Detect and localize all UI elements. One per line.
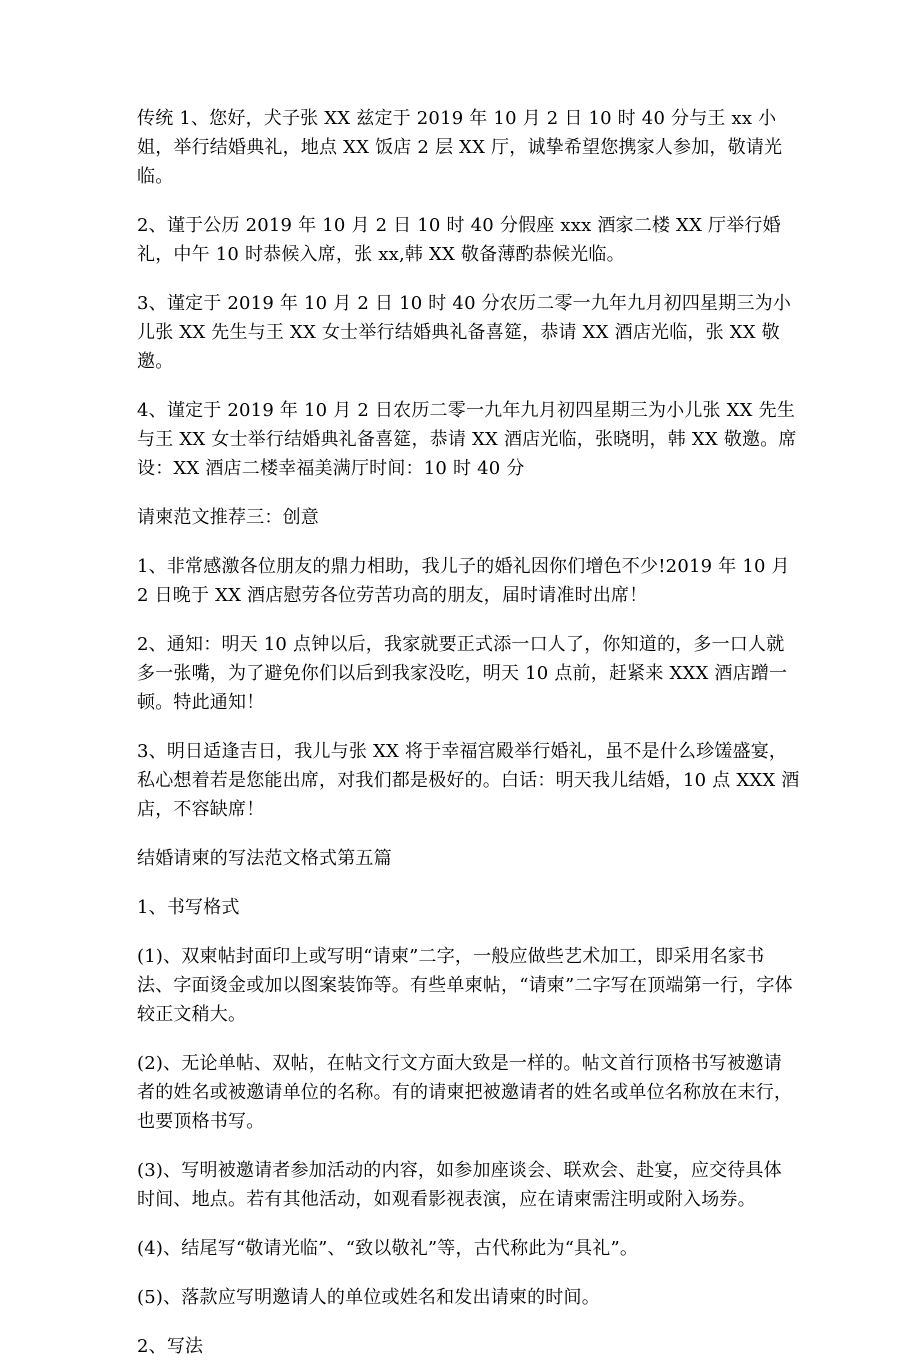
section-heading-fifth: 结婚请柬的写法范文格式第五篇 xyxy=(137,848,392,869)
paragraph-traditional-4: 4、谨定于 2019 年 10 月 2 日农历二零一九年九月初四星期三为小儿张 XX 先生与王 XX 女士举行结婚典礼备喜筵，恭请 XX 酒店光临，张晓明，韩 XX 敬邀。席设：XX 酒店二楼幸福美满厅时间：10 时 40 分 xyxy=(137,400,797,479)
paragraph-traditional-2: 2、谨于公历 2019 年 10 月 2 日 10 时 40 分假座 xxx 酒家二楼 XX 厅举行婚礼，中午 10 时恭候入席，张 xx,韩 XX 敬备薄酌恭候光临。 xyxy=(137,215,781,265)
paragraph-format-2: (2)、无论单帖、双帖，在帖文行文方面大致是一样的。帖文首行顶格书写被邀请者的姓名或被邀请单位的名称。有的请柬把被邀请者的姓名或单位名称放在末行，也要顶格书写。 xyxy=(137,1053,793,1132)
paragraph-creative-1: 1、非常感激各位朋友的鼎力相助，我儿子的婚礼因你们增色不少!2019 年 10 月 2 日晚于 XX 酒店慰劳各位劳苦功高的朋友，届时请准时出席！ xyxy=(137,556,790,606)
paragraph-traditional-1: 传统 1、您好，犬子张 XX 兹定于 2019 年 10 月 2 日 10 时 40 分与王 xx 小姐，举行结婚典礼，地点 XX 饭店 2 层 XX 厅，诚挚希望您携家人参加，敬请光临。 xyxy=(137,108,783,187)
paragraph-format-4: (4)、结尾写“敬请光临”、“致以敬礼”等，古代称此为“具礼”。 xyxy=(137,1238,639,1259)
subheading-writing: 2、写法 xyxy=(137,1336,204,1357)
subheading-format: 1、书写格式 xyxy=(137,897,240,918)
paragraph-creative-3: 3、明日适逢吉日，我儿与张 XX 将于幸福宫殿举行婚礼，虽不是什么珍馐盛宴，私心想着若是您能出席，对我们都是极好的。白话：明天我儿结婚，10 点 XXX 酒店，不容缺席！ xyxy=(137,741,800,820)
paragraph-format-5: (5)、落款应写明邀请人的单位或姓名和发出请柬的时间。 xyxy=(137,1287,600,1308)
paragraph-creative-2: 2、通知：明天 10 点钟以后，我家就要正式添一口人了，你知道的，多一口人就多一张嘴，为了避免你们以后到我家没吃，明天 10 点前，赶紧来 XXX 酒店蹭一顿。特此通知！ xyxy=(137,634,788,713)
paragraph-format-1: (1)、双柬帖封面印上或写明“请柬”二字，一般应做些艺术加工，即采用名家书法、字面烫金或加以图案装饰等。有些单柬帖，“请柬”二字写在顶端第一行，字体较正文稍大。 xyxy=(137,946,793,1025)
paragraph-traditional-3: 3、谨定于 2019 年 10 月 2 日 10 时 40 分农历二零一九年九月初四星期三为小儿张 XX 先生与王 XX 女士举行结婚典礼备喜筵，恭请 XX 酒店光临，张 XX 敬邀。 xyxy=(137,293,792,372)
section-heading-creative: 请柬范文推荐三：创意 xyxy=(137,507,319,528)
paragraph-format-3: (3)、写明被邀请者参加活动的内容，如参加座谈会、联欢会、赴宴，应交待具体时间、地点。若有其他活动，如观看影视表演，应在请柬需注明或附入场券。 xyxy=(137,1160,782,1210)
